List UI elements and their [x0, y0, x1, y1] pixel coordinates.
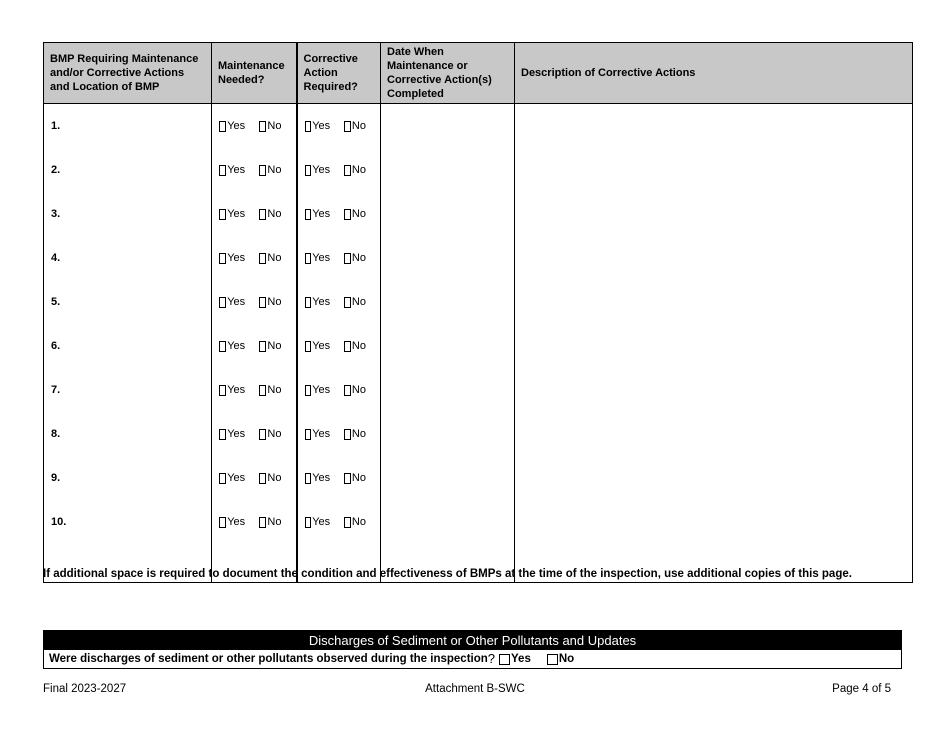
date-completed-cell[interactable]: [381, 236, 515, 280]
description-cell[interactable]: [515, 236, 913, 280]
discharges-question: Were discharges of sediment or other pollutants observed during the inspection: [49, 653, 488, 665]
description-cell[interactable]: [515, 324, 913, 368]
corrective-yes-label: Yes: [312, 472, 331, 484]
corrective-yes-checkbox[interactable]: [305, 297, 312, 308]
description-cell[interactable]: [515, 148, 913, 192]
corrective-no-checkbox[interactable]: [344, 341, 351, 352]
corrective-yes-no: [298, 164, 381, 176]
maintenance-needed-cell: [212, 280, 297, 324]
table-row: [44, 412, 913, 456]
question-mark: ?: [487, 651, 496, 666]
corrective-no-checkbox[interactable]: [344, 429, 351, 440]
corrective-yes-checkbox[interactable]: [305, 341, 312, 352]
maintenance-needed-cell: [212, 500, 297, 544]
maintenance-no-label: No: [267, 252, 282, 264]
maintenance-yes-checkbox[interactable]: [219, 209, 226, 220]
corrective-yes-no: [298, 428, 381, 440]
discharges-section: [43, 630, 902, 669]
footer-right: Page 4 of 5: [832, 683, 891, 695]
corrective-no-label: No: [351, 296, 366, 308]
maintenance-needed-cell: [212, 192, 297, 236]
date-completed-cell[interactable]: [381, 148, 515, 192]
row-number: 1.: [44, 104, 212, 149]
corrective-no-label: No: [351, 120, 366, 132]
corrective-yes-label: Yes: [312, 340, 331, 352]
maintenance-no-checkbox[interactable]: [259, 165, 266, 176]
corrective-no-checkbox[interactable]: [344, 385, 351, 396]
maintenance-yes-label: Yes: [227, 208, 246, 220]
row-number: 9.: [44, 456, 212, 500]
corrective-action-cell: [297, 104, 381, 149]
corrective-action-cell: [297, 148, 381, 192]
date-completed-cell[interactable]: [381, 280, 515, 324]
corrective-yes-no: [298, 120, 381, 132]
corrective-yes-no: [298, 252, 381, 264]
corrective-action-cell: [297, 324, 381, 368]
corrective-yes-checkbox[interactable]: [305, 209, 312, 220]
maintenance-no-checkbox[interactable]: [259, 121, 266, 132]
maintenance-no-checkbox[interactable]: [259, 341, 266, 352]
discharges-no-checkbox[interactable]: [547, 654, 558, 665]
corrective-no-label: No: [351, 252, 366, 264]
maintenance-yes-label: Yes: [227, 120, 246, 132]
maintenance-yes-no: [212, 164, 296, 176]
corrective-yes-label: Yes: [312, 516, 331, 528]
maintenance-yes-checkbox[interactable]: [219, 517, 226, 528]
corrective-no-label: No: [351, 516, 366, 528]
maintenance-no-checkbox[interactable]: [259, 385, 266, 396]
corrective-yes-no: [298, 208, 381, 220]
row-number: 2.: [44, 148, 212, 192]
table-row: [44, 192, 913, 236]
row-number: 7.: [44, 368, 212, 412]
maintenance-no-checkbox[interactable]: [259, 473, 266, 484]
header-corrective-action-required: Corrective Action Required?: [297, 43, 381, 104]
maintenance-yes-label: Yes: [227, 340, 246, 352]
maintenance-yes-checkbox[interactable]: [219, 385, 226, 396]
maintenance-yes-no: [212, 384, 296, 396]
corrective-no-checkbox[interactable]: [344, 121, 351, 132]
description-cell[interactable]: [515, 192, 913, 236]
corrective-no-label: No: [351, 164, 366, 176]
corrective-action-cell: [297, 412, 381, 456]
date-completed-cell[interactable]: [381, 412, 515, 456]
header-date-completed: Date When Maintenance or Corrective Action(s) Completed: [381, 43, 515, 104]
maintenance-no-label: No: [267, 472, 282, 484]
description-cell[interactable]: [515, 412, 913, 456]
corrective-action-cell: [297, 368, 381, 412]
maintenance-needed-cell: [212, 148, 297, 192]
maintenance-needed-cell: [212, 412, 297, 456]
table-row: [44, 368, 913, 412]
maintenance-yes-label: Yes: [227, 384, 246, 396]
corrective-yes-label: Yes: [312, 208, 331, 220]
maintenance-yes-checkbox[interactable]: [219, 473, 226, 484]
corrective-action-cell: [297, 280, 381, 324]
maintenance-yes-no: [212, 252, 296, 264]
date-completed-cell[interactable]: [381, 368, 515, 412]
date-completed-cell[interactable]: [381, 456, 515, 500]
maintenance-no-checkbox[interactable]: [259, 253, 266, 264]
description-cell[interactable]: [515, 368, 913, 412]
corrective-no-checkbox[interactable]: [344, 165, 351, 176]
table-row: [44, 104, 913, 149]
corrective-yes-label: Yes: [312, 428, 331, 440]
maintenance-no-label: No: [267, 296, 282, 308]
maintenance-yes-checkbox[interactable]: [219, 165, 226, 176]
corrective-no-label: No: [351, 428, 366, 440]
maintenance-needed-cell: [212, 324, 297, 368]
corrective-yes-label: Yes: [312, 296, 331, 308]
maintenance-no-label: No: [267, 340, 282, 352]
footer-left: Final 2023-2027: [43, 683, 127, 695]
corrective-yes-no: [298, 296, 381, 308]
row-number: 10.: [44, 500, 212, 544]
discharges-question-row: [44, 650, 901, 668]
corrective-no-label: No: [351, 472, 366, 484]
maintenance-yes-no: [212, 296, 296, 308]
row-number: 5.: [44, 280, 212, 324]
date-completed-cell[interactable]: [381, 324, 515, 368]
maintenance-yes-checkbox[interactable]: [219, 253, 226, 264]
row-number: 4.: [44, 236, 212, 280]
maintenance-yes-checkbox[interactable]: [219, 121, 226, 132]
table-row: [44, 456, 913, 500]
header-maintenance-needed: Maintenance Needed?: [212, 43, 297, 104]
corrective-yes-checkbox[interactable]: [305, 253, 312, 264]
corrective-action-cell: [297, 456, 381, 500]
row-number: 6.: [44, 324, 212, 368]
description-cell[interactable]: [515, 456, 913, 500]
maintenance-no-checkbox[interactable]: [259, 517, 266, 528]
maintenance-yes-no: [212, 340, 296, 352]
maintenance-no-label: No: [267, 164, 282, 176]
description-cell[interactable]: [515, 280, 913, 324]
corrective-yes-label: Yes: [312, 120, 331, 132]
maintenance-yes-checkbox[interactable]: [219, 341, 226, 352]
maintenance-yes-label: Yes: [227, 296, 246, 308]
corrective-yes-no: [298, 340, 381, 352]
maintenance-yes-no: [212, 428, 296, 440]
discharges-yes-checkbox[interactable]: [499, 654, 510, 665]
row-number: 8.: [44, 412, 212, 456]
maintenance-yes-label: Yes: [227, 428, 246, 440]
maintenance-needed-cell: [212, 104, 297, 149]
maintenance-yes-label: Yes: [227, 164, 246, 176]
maintenance-yes-no: [212, 516, 296, 528]
description-cell[interactable]: [515, 500, 913, 544]
maintenance-yes-checkbox[interactable]: [219, 429, 226, 440]
maintenance-yes-label: Yes: [227, 252, 246, 264]
corrective-no-checkbox[interactable]: [344, 209, 351, 220]
maintenance-yes-no: [212, 472, 296, 484]
table-row: [44, 324, 913, 368]
additional-space-note: If additional space is required to document the condition and effectiveness of BMPs at the time of the inspection, use additional copies of this page.: [43, 568, 852, 580]
corrective-yes-checkbox[interactable]: [305, 473, 312, 484]
table-row: [44, 148, 913, 192]
row-number: 3.: [44, 192, 212, 236]
corrective-action-cell: [297, 500, 381, 544]
discharges-yes-label: Yes: [511, 653, 531, 665]
corrective-yes-checkbox[interactable]: [305, 517, 312, 528]
table-row: [44, 236, 913, 280]
corrective-yes-label: Yes: [312, 252, 331, 264]
maintenance-no-label: No: [267, 516, 282, 528]
corrective-yes-no: [298, 472, 381, 484]
maintenance-needed-cell: [212, 456, 297, 500]
corrective-yes-label: Yes: [312, 164, 331, 176]
maintenance-no-label: No: [267, 384, 282, 396]
header-bmp: BMP Requiring Maintenance and/or Corrective Actions and Location of BMP: [44, 43, 212, 104]
maintenance-no-label: No: [267, 208, 282, 220]
discharges-no-label: No: [558, 653, 575, 665]
maintenance-no-checkbox[interactable]: [259, 297, 266, 308]
header-description: Description of Corrective Actions: [515, 43, 913, 104]
date-completed-cell[interactable]: [381, 104, 515, 149]
description-cell[interactable]: [515, 104, 913, 149]
maintenance-no-label: No: [267, 120, 282, 132]
corrective-no-checkbox[interactable]: [344, 473, 351, 484]
corrective-yes-checkbox[interactable]: [305, 165, 312, 176]
maintenance-yes-label: Yes: [227, 472, 246, 484]
date-completed-cell[interactable]: [381, 500, 515, 544]
corrective-no-checkbox[interactable]: [344, 297, 351, 308]
corrective-yes-no: [298, 384, 381, 396]
corrective-no-label: No: [351, 384, 366, 396]
corrective-yes-label: Yes: [312, 384, 331, 396]
bmp-table: [43, 42, 913, 583]
maintenance-no-label: No: [267, 428, 282, 440]
corrective-action-cell: [297, 192, 381, 236]
table-header-row: [44, 43, 913, 104]
corrective-yes-checkbox[interactable]: [305, 121, 312, 132]
date-completed-cell[interactable]: [381, 192, 515, 236]
maintenance-no-checkbox[interactable]: [259, 429, 266, 440]
corrective-no-checkbox[interactable]: [344, 253, 351, 264]
maintenance-yes-no: [212, 208, 296, 220]
corrective-action-cell: [297, 236, 381, 280]
maintenance-yes-no: [212, 120, 296, 132]
maintenance-needed-cell: [212, 368, 297, 412]
corrective-no-checkbox[interactable]: [344, 517, 351, 528]
table-row: [44, 500, 913, 544]
footer-center: Attachment B-SWC: [425, 683, 525, 695]
maintenance-yes-checkbox[interactable]: [219, 297, 226, 308]
table-row: [44, 280, 913, 324]
maintenance-needed-cell: [212, 236, 297, 280]
discharges-title: Discharges of Sediment or Other Pollutants and Updates: [44, 631, 901, 650]
maintenance-yes-label: Yes: [227, 516, 246, 528]
corrective-yes-checkbox[interactable]: [305, 429, 312, 440]
maintenance-no-checkbox[interactable]: [259, 209, 266, 220]
corrective-no-label: No: [351, 340, 366, 352]
corrective-yes-checkbox[interactable]: [305, 385, 312, 396]
corrective-no-label: No: [351, 208, 366, 220]
corrective-yes-no: [298, 516, 381, 528]
